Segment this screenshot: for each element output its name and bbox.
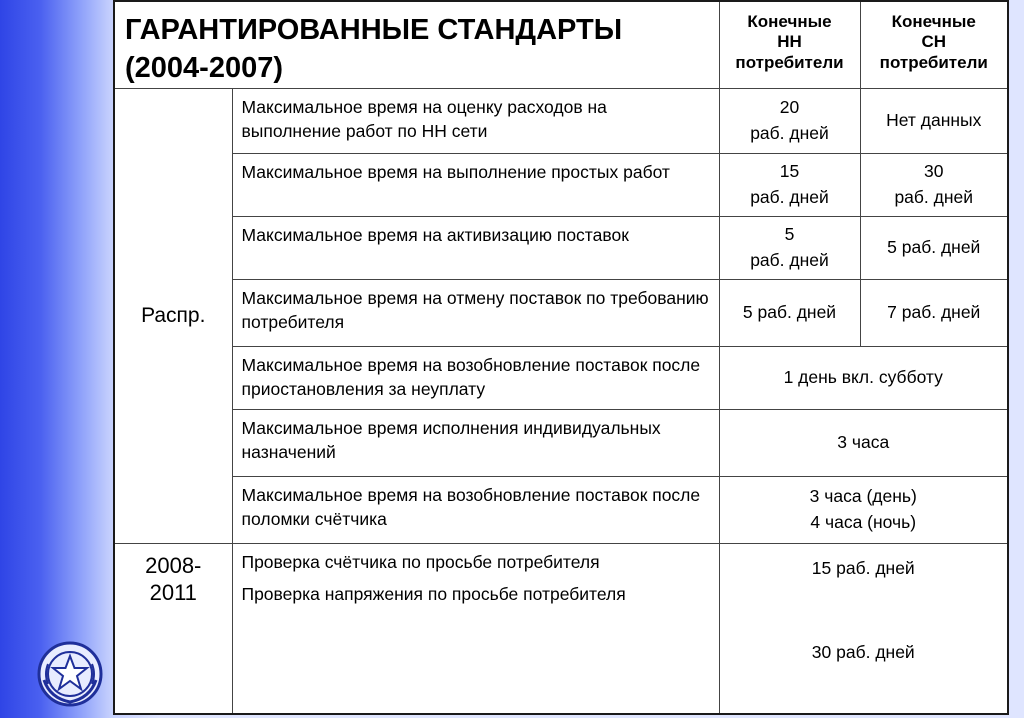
table-header-row xyxy=(114,1,1008,88)
title-line-1: ГАРАНТИРОВАННЫЕ СТАНДАРТЫ xyxy=(125,14,623,46)
value-nn xyxy=(719,88,860,153)
col-sn-line3: потребители xyxy=(879,52,988,72)
table-row xyxy=(114,153,1008,216)
row-description: Максимальное время на активизацию поставок xyxy=(232,216,719,279)
row-description: Максимальное время исполнения индивидуальных назначений xyxy=(232,409,719,476)
column-header-sn xyxy=(860,1,1008,88)
value-merged-line1: 3 часа (день) xyxy=(809,486,917,507)
table-row xyxy=(114,543,1008,714)
value-nn-line1: 15 xyxy=(779,161,800,182)
value-nn: 5 раб. дней xyxy=(719,279,860,346)
desc-meter-check: Проверка счётчика по просьбе потребителя xyxy=(241,551,600,572)
value-meter-check: 15 раб. дней xyxy=(811,557,915,578)
row-description: Максимальное время на оценку расходов на выполнение работ по НН сети xyxy=(232,88,719,153)
row-description: Максимальное время на выполнение простых работ xyxy=(232,153,719,216)
desc-voltage-check: Проверка напряжения по просьбе потребителя xyxy=(241,584,626,604)
section-label-period xyxy=(114,543,232,714)
table-title xyxy=(114,1,719,88)
col-nn-line1: Конечные xyxy=(747,12,832,31)
value-nn-line1: 20 xyxy=(779,97,800,118)
value-sn: 5 раб. дней xyxy=(860,216,1008,279)
value-nn-line1: 5 xyxy=(784,224,795,245)
col-sn-line2: СН xyxy=(921,32,947,52)
row-description xyxy=(232,543,719,714)
col-nn-line3: потребители xyxy=(735,52,844,72)
row-description: Максимальное время на возобновление поставок после поломки счётчика xyxy=(232,476,719,543)
column-header-nn xyxy=(719,1,860,88)
table-row xyxy=(114,409,1008,476)
value-sn: Нет данных xyxy=(860,88,1008,153)
row-description: Максимальное время на отмену поставок по требованию потребителя xyxy=(232,279,719,346)
value-sn: 7 раб. дней xyxy=(860,279,1008,346)
period-line2: 2011 xyxy=(149,580,197,605)
col-nn-line2: НН xyxy=(777,32,802,52)
table-row xyxy=(114,476,1008,543)
value-merged: 3 часа xyxy=(719,409,1008,476)
value-nn-line2: раб. дней xyxy=(750,249,829,270)
value-sn-line1: 30 xyxy=(924,161,944,182)
value-merged: 1 день вкл. субботу xyxy=(719,346,1008,409)
period-line1: 2008- xyxy=(145,552,202,578)
value-merged-line2: 4 часа (ночь) xyxy=(810,511,917,532)
value-sn-line2: раб. дней xyxy=(894,186,974,207)
col-sn-line1: Конечные xyxy=(891,12,976,31)
table-row xyxy=(114,88,1008,153)
table-row xyxy=(114,216,1008,279)
value-sn xyxy=(860,153,1008,216)
value-merged xyxy=(719,543,1008,714)
value-voltage-check: 30 раб. дней xyxy=(811,642,915,663)
state-emblem-icon xyxy=(36,640,104,708)
table-row xyxy=(114,346,1008,409)
value-nn-line2: раб. дней xyxy=(750,122,829,143)
value-nn xyxy=(719,216,860,279)
section-label-distribution: Распр. xyxy=(114,88,232,543)
table-row xyxy=(114,279,1008,346)
value-merged xyxy=(719,476,1008,543)
standards-table xyxy=(113,0,1009,715)
value-nn xyxy=(719,153,860,216)
value-nn-line2: раб. дней xyxy=(750,186,829,207)
row-description: Максимальное время на возобновление поставок после приостановления за неуплату xyxy=(232,346,719,409)
title-line-2: (2004-2007) xyxy=(125,51,283,84)
